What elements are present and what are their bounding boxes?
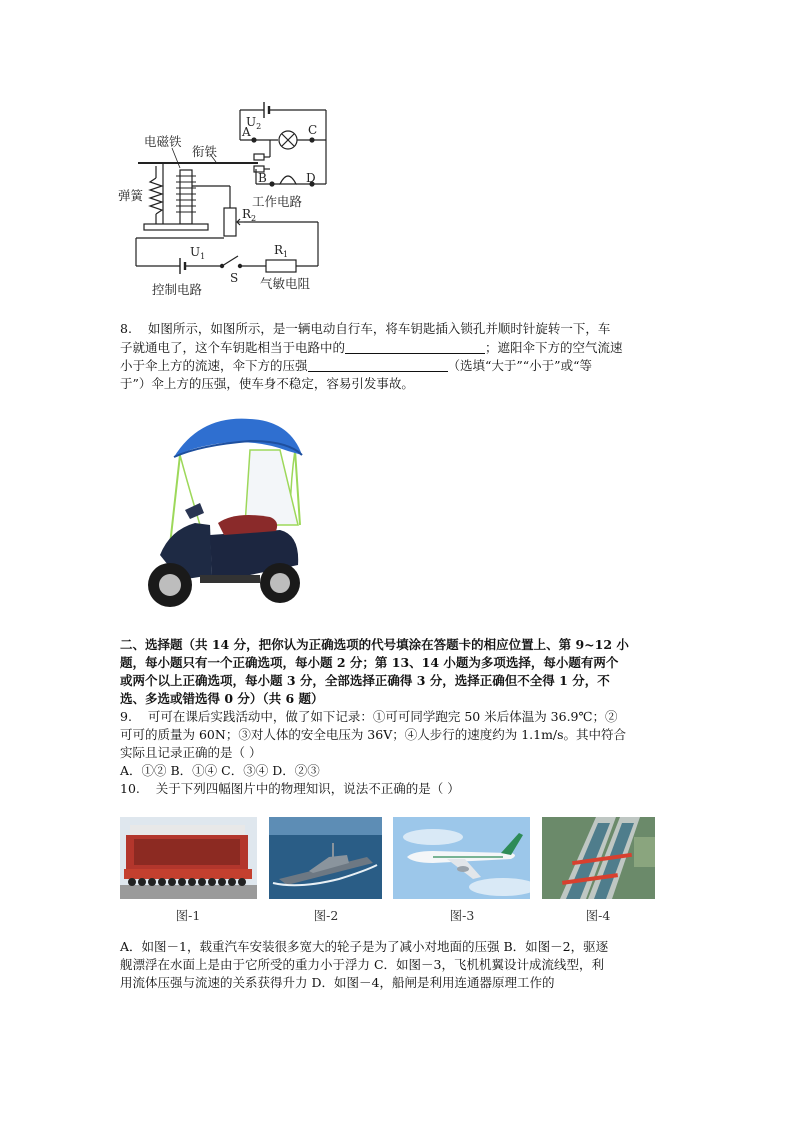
fig2-caption: 图-2 [313, 908, 339, 923]
q10-answers-line3: 用流体压强与流速的关系获得升力 D．如图－4，船闸是利用连通器原理工作的 [120, 975, 555, 990]
q10-number: 10. [120, 781, 140, 796]
q9-options: A．①② B．①④ C．③④ D．②③ [120, 763, 320, 778]
gas-resistor-label: 气敏电阻 [260, 276, 311, 291]
switch-s-label: S [230, 271, 239, 285]
heavy-truck-photo [120, 817, 257, 899]
q8-number: 8. [120, 321, 132, 336]
section2-line3: 或两个以上正确选项，每小题 3 分，全部选择正确得 3 分，选择正确但不全得 1 分，不 [120, 673, 610, 688]
r2-label: $R_2$ [242, 207, 257, 223]
q9-line1: 9. 可可在课后实践活动中，做了如下记录：①可可同学跑完 50 米后体温为 36.9℃；② [120, 709, 618, 724]
ship-lock-photo [542, 817, 655, 899]
armature-label: 衔铁 [192, 144, 218, 159]
q10-answers-line1: A．如图－1，载重汽车安装很多宽大的轮子是为了减小对地面的压强 B．如图－2，驱逐 [120, 939, 609, 954]
spring-label: 弹簧 [118, 188, 144, 203]
fig3-caption: 图-3 [449, 908, 475, 923]
q9-line3: 实际且记录正确的是（ ） [120, 745, 262, 760]
r1-label: $R_1$ [274, 243, 289, 259]
fig1-caption: 图-1 [175, 908, 201, 923]
airplane-photo [393, 817, 530, 899]
destroyer-photo [269, 817, 382, 899]
u2-label: $U_2$ [246, 115, 262, 131]
q9-number: 9. [120, 709, 132, 724]
section2-line4: 选、多选或错选得 0 分）（共 6 题） [120, 691, 324, 706]
point-a-label: A [242, 125, 251, 139]
u1-label: $U_1$ [190, 245, 206, 261]
electric-bike-with-canopy-image [140, 415, 310, 615]
q8-blank-1[interactable] [345, 340, 485, 354]
q10-line1: 10. 关于下列四幅图片中的物理知识，说法不正确的是（ ） [120, 781, 460, 796]
point-c-label: C [308, 123, 318, 137]
work-circuit-label: 工作电路 [252, 194, 303, 209]
q9-line2: 可可的质量为 60N；③对人体的安全电压为 36V；④人步行的速度约为 1.1m/s。其中符合 [120, 727, 627, 742]
point-d-label: D [306, 171, 316, 185]
fig4-caption: 图-4 [585, 908, 611, 923]
relay-circuit-diagram [118, 96, 338, 301]
q8-line3: 小于伞上方的流速，伞下方的压强 （选填“大于”“小于”或“等 [120, 358, 592, 373]
q8-line4: 于”）伞上方的压强，使车身不稳定，容易引发事故。 [120, 376, 414, 391]
q8-blank-2[interactable] [308, 358, 448, 372]
section2-line2: 题，每小题只有一个正确选项，每小题 2 分；第 13、14 小题为多项选择，每小题有两个 [120, 655, 619, 670]
control-circuit-label: 控制电路 [152, 282, 203, 297]
section2-line1: 二、选择题（共 14 分，把你认为正确选项的代号填涂在答题卡的相应位置上、第 9~12 小 [120, 637, 629, 652]
q8-line2: 子就通电了，这个车钥匙相当于电路中的 ；遮阳伞下方的空气流速 [120, 340, 623, 355]
q8-line1: 8. 如图所示，如图所示，是一辆电动自行车，将车钥匙插入锁孔并顺时针旋转一下，车 [120, 321, 611, 336]
q10-answers-line2: 舰漂浮在水面上是由于它所受的重力小于浮力 C．如图－3，飞机机翼设计成流线型，利 [120, 957, 604, 972]
electromagnet-label: 电磁铁 [144, 134, 182, 149]
point-b-label: B [258, 171, 267, 185]
